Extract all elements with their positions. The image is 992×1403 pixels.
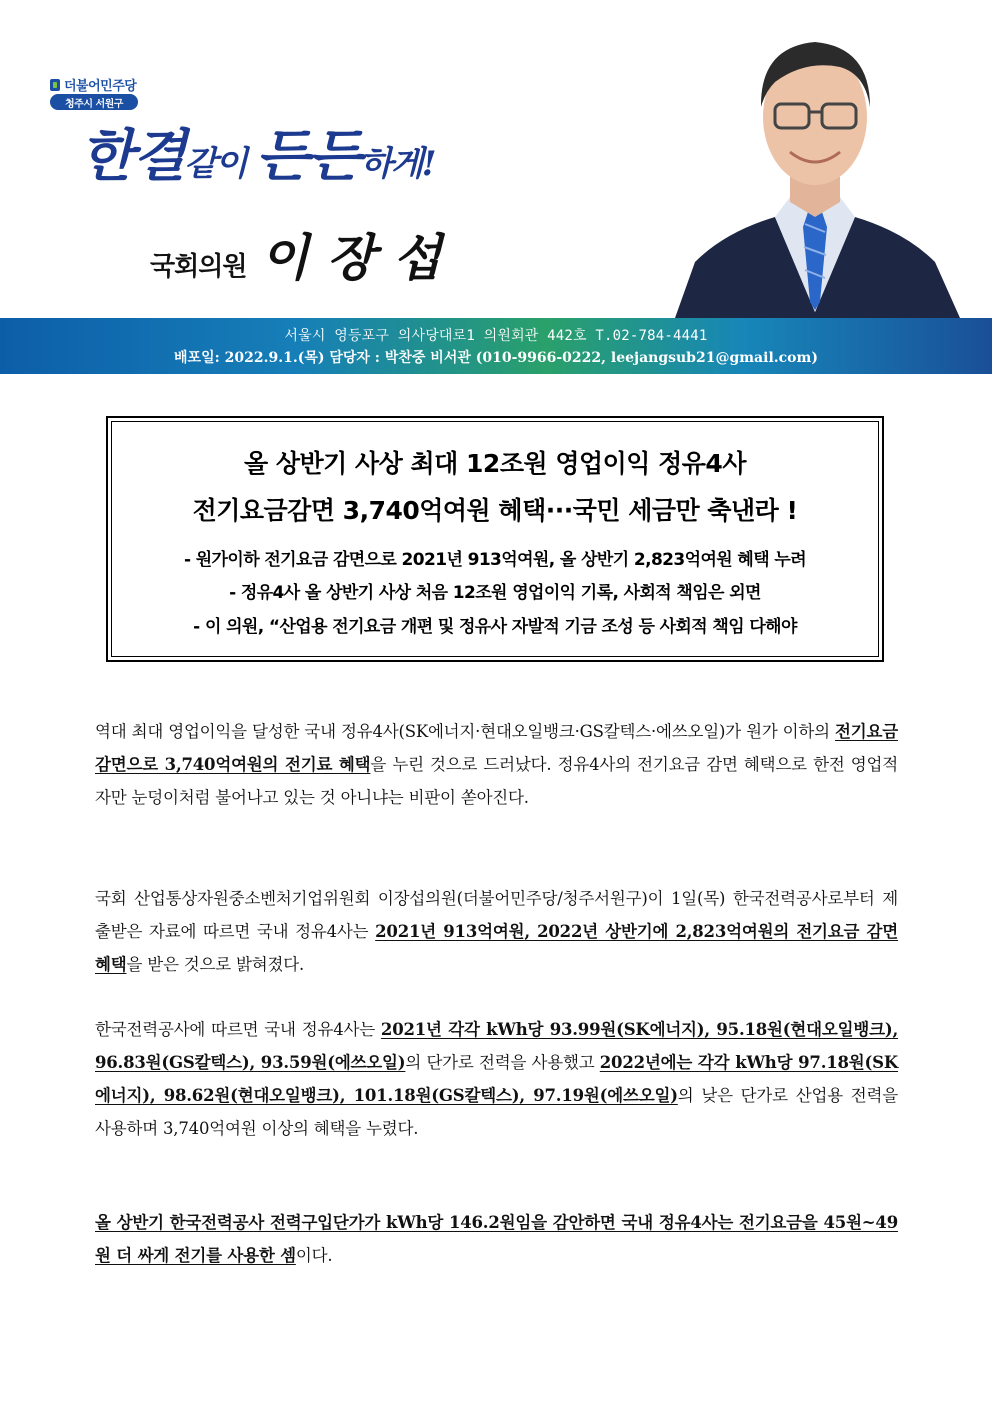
paragraph-4-emphasis: 올 상반기 한국전력공사 전력구입단가가 kWh당 146.2원임을 감안하면 국내 정유4사는 전기요금을 45원~49원 더 싸게 전기를 사용한 셈	[95, 1213, 898, 1265]
paragraph-2-emphasis: 2021년 913억여원, 2022년 상반기에 2,823억여원의 전기요금 감면 혜택	[95, 922, 899, 974]
press-header	[0, 0, 992, 318]
paragraph-3-text-mid: 의 단가로 전력을 사용했고	[405, 1053, 600, 1072]
party-logo	[50, 75, 136, 94]
headline-box	[106, 416, 884, 662]
subheadline-2: - 정유4사 올 상반기 사상 처음 12조원 영업이익 기록, 사회적 책임은 외면	[229, 583, 761, 603]
member-name: 이장섭	[260, 228, 460, 287]
paragraph-3-text-end: 의 낮은 단가로 산업용 전력을 사용하며 3,740억여원 이상의 혜택을 누렸다.	[95, 1086, 898, 1138]
headline-line-2: 전기요금감면 3,740억여원 혜택···국민 세금만 축낸라 !	[192, 496, 798, 525]
paragraph-4-text-end: 이다.	[295, 1246, 333, 1265]
slogan-part-3: 든든	[255, 123, 360, 189]
member-signature	[150, 218, 459, 290]
slogan-part-1: 한결	[80, 123, 185, 189]
paragraph-2-text: 국회 산업통상자원중소벤처기업위원회 이장섭의원(더불어민주당/청주서원구)이 1일(목) 한국전력공사로부터 제출받은 자료에 따르면 국내 정유4사는	[95, 889, 898, 941]
paragraph-4	[95, 1206, 898, 1272]
paragraph-2	[95, 882, 898, 981]
paragraph-3-emphasis-2021: 2021년 각각 kWh당 93.99원(SK에너지), 95.18원(현대오일뱅크), 96.83원(GS칼텍스), 93.59원(에쓰오일)	[95, 1020, 898, 1072]
paragraph-3-text: 한국전력공사에 따르면 국내 정유4사는	[95, 1020, 381, 1039]
portrait-photo	[665, 12, 965, 318]
subheadline-1: - 원가이하 전기요금 감면으로 2021년 913억여원, 올 상반기 2,823억여원 혜택 누려	[183, 550, 807, 570]
office-address: 서울시 영등포구 의사당대로1 의원회관 442호 T.02-784-4441	[284, 328, 708, 344]
contact-info-bar	[0, 318, 992, 374]
paragraph-1-emphasis: 전기요금 감면으로 3,740억여원의 전기료 혜택	[95, 722, 898, 774]
subheadline-3: - 이 의원, “산업용 전기요금 개편 및 정유사 자발적 기금 조성 등 사회적 책임 다해야	[193, 617, 797, 637]
party-name: 더불어민주당	[64, 79, 137, 94]
paragraph-3	[95, 1013, 898, 1145]
paragraph-1-text-end: 을 누린 것으로 드러났다. 정유4사의 전기요금 감면 혜택으로 한전 영업적자만 눈덩이처럼 불어나고 있는 것 아니냐는 비판이 쏟아진다.	[95, 755, 898, 807]
paragraph-1	[95, 715, 898, 814]
paragraph-2-text-end: 을 받은 것으로 밝혀졌다.	[126, 955, 305, 974]
slogan-part-4: 하게!	[359, 144, 435, 184]
district-badge: 청주시 서원구	[50, 94, 138, 110]
member-title: 국회의원	[150, 252, 247, 282]
paragraph-3-emphasis-2022: 2022년에는 각각 kWh당 97.18원(SK에너지), 98.62원(현대오일뱅크), 101.18원(GS칼텍스), 97.19원(에쓰오일)	[95, 1053, 899, 1105]
headline-line-1: 올 상반기 사상 최대 12조원 영업이익 정유4사	[244, 449, 746, 478]
paragraph-1-text: 역대 최대 영업이익을 달성한 국내 정유4사(SK에너지·현대오일뱅크·GS칼텍스·에쓰오일)가 원가 이하의	[95, 722, 836, 741]
party-emblem-icon	[50, 79, 60, 91]
slogan	[80, 123, 435, 189]
slogan-part-2: 같이	[184, 144, 256, 184]
release-info: 배포일: 2022.9.1.(목) 담당자 : 박찬중 비서관 (010-9966-0222, leejangsub21@gmail.com)	[174, 350, 818, 366]
